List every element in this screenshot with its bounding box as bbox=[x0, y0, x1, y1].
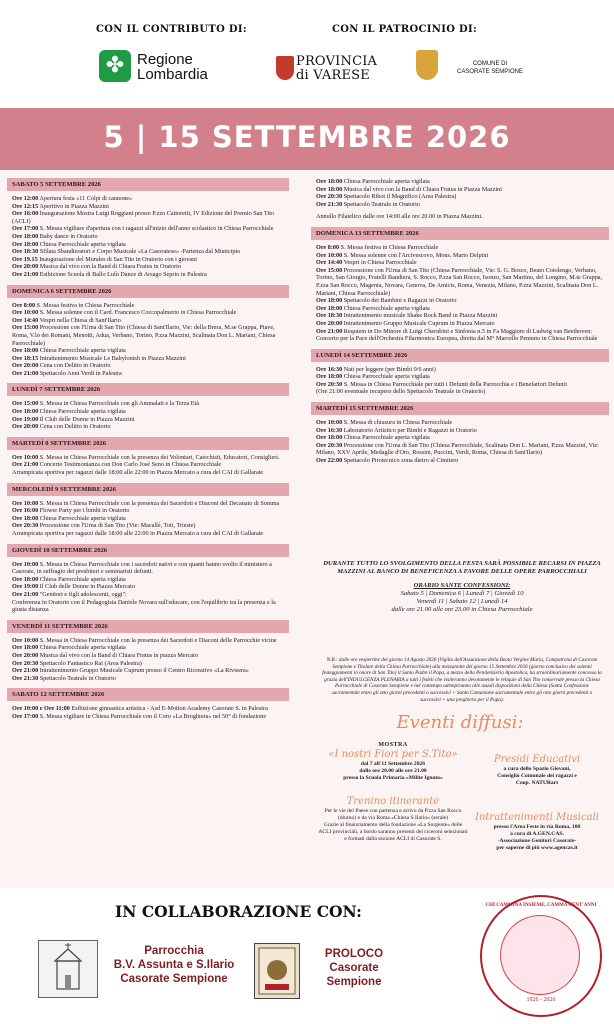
event-desc: Laboratorio Artistico per Bimbi e Ragazzi in Oratorio bbox=[343, 426, 477, 434]
event-time: Ore 18:00 bbox=[12, 408, 39, 416]
indulgenza-note: N.B.: dalle ore vespertine del giorno 14 Agosto 2026 (Vigilia dell'Assunzione della Beata Vergine Maria, Compatrona di Casorate Sempione e Titolare della Chiesa Parrocchiale) alla mezzanotte del giorno 15 Settembre 2026 (giorno conclusivo dei solenni festeggiamenti in onore di San Tito) il Santo Padre il Papa, a mezzo della Penitenzieria Apostolica, ha straordinariamente concesso la grazia dell'INDULGENZA PLENARIA a tutti i fedeli che visiteranno devotamente le reliquie di San Tito conservate presso la Chiesa Parrocchiale di Casorate Sempione e nel contempo adempiranno alle usuali disposizioni della Chiesa (Santa Confessione sacramentale entro gli otto giorni precedenti o successivi + Santa Comunione sacramentale entro gli otto giorni precedenti o successivi + una preghiera per il Papa). bbox=[322, 657, 602, 703]
event-time: Ore 15:00 bbox=[12, 400, 39, 408]
event-desc: Conferenza in Oratorio con il Pedagogista Daniele Novara sull'educare, con l'equilibrio tra la presenza e la giusta distanza bbox=[12, 598, 276, 614]
event-time: Ore 10:00 bbox=[12, 453, 39, 461]
day-section bbox=[7, 620, 289, 683]
event-desc: Inaugurazione Mostra Luigi Roggiani presso P.zzo Cattoretti, IV Edizione del Premio San Tito (ACLI) bbox=[12, 210, 275, 225]
event-row bbox=[7, 347, 289, 355]
event-row bbox=[7, 561, 289, 576]
day-title: SABATO 5 SETTEMBRE 2026 bbox=[7, 178, 289, 191]
event-desc: Flower Party per i bimbi in Oratorio bbox=[39, 507, 130, 515]
event-row bbox=[311, 320, 609, 328]
event-row bbox=[7, 515, 289, 523]
event-time: Ore 18:00 bbox=[316, 297, 343, 305]
day-section bbox=[7, 437, 289, 477]
event-desc: Musica dal vivo con la Band di Chiara Fratus in Oratorio bbox=[39, 263, 181, 271]
event-row bbox=[311, 312, 609, 320]
event-time: Ore 18:15 bbox=[12, 354, 39, 362]
event-time: Ore 18:00 bbox=[316, 373, 343, 381]
event-row bbox=[7, 667, 289, 675]
event-row bbox=[311, 328, 609, 343]
event-row bbox=[7, 362, 289, 370]
event-time: Ore 18:00 bbox=[316, 434, 343, 442]
event-row bbox=[7, 522, 289, 530]
event-time: Ore 21:00 bbox=[12, 667, 39, 675]
event-desc: Inaugurazione del Murales di San Tito in Oratorio con i giovani bbox=[39, 255, 197, 263]
event-time: Ore 10:00 bbox=[316, 419, 343, 427]
event-desc: Esibizione ginnastica artistica - Asd E-Motion Academy Casorate S. in Palestra bbox=[71, 705, 268, 713]
event-row bbox=[7, 637, 289, 645]
annullo-filatelico: Annullo Filatelico dalle ore 14:00 alle ore 20.00 in Piazza Mazzini. bbox=[316, 213, 483, 221]
event-desc: S. Messa vigiliare d'apertura con i ragazzi all'inizio dell'anno scolastico in Chiesa Parrocchiale bbox=[39, 225, 274, 233]
event-desc: S. Messa in Chiesa Parrocchiale con la presenza dei Volontari, Catechisti, Educatori, Consiglieri. bbox=[39, 453, 280, 461]
event-row bbox=[7, 408, 289, 416]
confessioni-line3: dalle ore 21.00 alle ore 23.00 in Chiesa Parrocchiale bbox=[391, 606, 533, 613]
event-desc: Baby dance in Oratorio bbox=[39, 232, 98, 240]
event-desc: "Genitori e figli adolescenti, oggi": bbox=[39, 590, 127, 598]
event-time: Ore 18:00 bbox=[12, 347, 39, 355]
event-time: Ore 16:30 bbox=[316, 365, 343, 373]
day-section bbox=[7, 544, 289, 614]
event-time: Ore 10:00 e Ore 11:00 bbox=[12, 705, 70, 713]
regione-lombardia-logo bbox=[99, 50, 229, 90]
event-time: Ore 18:30 bbox=[12, 248, 39, 256]
presidi-text: a cura dello Spazio Giovani, Consiglio Comunale dei ragazzi e Coop. NATURart bbox=[497, 766, 577, 786]
musicali-text: presso l'Area Feste in via Roma, 100 a cura di A.GEN.CAS. -Associazione Genitori Casorate- per saperne di più www.agencas.it bbox=[493, 824, 581, 851]
event-time: Ore 18:30 bbox=[316, 312, 343, 320]
event-desc: Spettacolo Pirotecnico zona dietro al Cimitero bbox=[343, 457, 459, 465]
event-row bbox=[7, 660, 289, 668]
event-time: Ore 8:00 bbox=[12, 301, 36, 309]
day-title: GIOVEDÌ 10 SETTEMBRE 2026 bbox=[7, 544, 289, 557]
event-desc: S. Messa in Chiesa Parrocchiale con i sacerdoti nativi e con quanti hanno svolto il ministero a Casorate, in suffragio dei presbiteri e seminaristi defunti. bbox=[12, 560, 272, 576]
event-time: Ore 10:00 bbox=[12, 309, 39, 317]
event-row bbox=[7, 355, 289, 363]
event-desc: Spettacolo Anni Verdi in Palestra bbox=[39, 369, 122, 377]
event-desc: Chiesa Parrocchiale aperta vigilata bbox=[39, 347, 126, 355]
day-title: VENERDÌ 11 SETTEMBRE 2026 bbox=[7, 620, 289, 633]
event-row bbox=[7, 225, 289, 233]
event-row bbox=[7, 324, 289, 347]
church-icon bbox=[38, 940, 98, 998]
event-desc: Intrattenimento Gruppo Musicale Cuprum presso il Centro Ricreativo «La Rivisera» bbox=[39, 667, 249, 675]
event-row bbox=[311, 381, 609, 389]
event-row bbox=[7, 461, 289, 469]
mostra-title: «I nostri Fiori per S.Tito» bbox=[328, 749, 458, 760]
trenino-title: Trenino itinerante bbox=[346, 796, 440, 807]
event-row bbox=[311, 193, 609, 201]
event-row bbox=[7, 256, 289, 264]
comune-casorate-logo: COMUNE DI CASORATE SEMPIONE bbox=[457, 61, 523, 75]
event-row bbox=[7, 233, 289, 241]
event-row bbox=[7, 705, 289, 713]
event-row bbox=[7, 248, 289, 256]
event-time: Ore 17:00 bbox=[12, 225, 39, 233]
program-right-column bbox=[311, 178, 609, 471]
event-row bbox=[311, 252, 609, 260]
collaborazione-title: IN COLLABORAZIONE CON: bbox=[115, 902, 362, 921]
event-time: Ore 10:00 bbox=[12, 636, 39, 644]
event-time: Ore 18:00 bbox=[316, 304, 343, 312]
event-row bbox=[7, 370, 289, 378]
event-desc: S. Messa solenne con il Card. Francesco Coccopalmerio in Chiesa Parrocchiale bbox=[39, 309, 237, 317]
event-time: Ore 20:30 bbox=[12, 522, 39, 530]
event-row bbox=[311, 201, 609, 209]
seal-madonna-icon bbox=[500, 915, 580, 995]
event-desc: Processione con l'Urna di San Tito (Chiesa Parrocchiale, Vie: S. G. Bosco, Beato Cotolengo, Verbano, Torino, San Giorgio, Fratelli Bandiera, S. Rocco, P.zza San Rocco, Isonzo, San Martino, del Longino, M.te Grappa, P.zza San Rocco, Magenta, Novara, Genova, De Amicis, Roma, Venezia, Milano, P.zza Mazzini, Scalinata Don L. Mariani, Chiesa Parrocchiale) bbox=[316, 266, 603, 297]
event-desc: Il Club delle Donne in Piazza Mercato bbox=[39, 583, 135, 591]
regione-logo-text: Regione Lombardia bbox=[137, 51, 208, 83]
event-desc: Chiesa Parrocchiale aperta vigilata bbox=[343, 373, 430, 381]
event-time: Ore 14:40 bbox=[316, 259, 343, 267]
event-time: Ore 18:00 bbox=[12, 232, 39, 240]
event-time: Ore 21:00 bbox=[12, 461, 39, 469]
event-time: Ore 20:00 bbox=[12, 423, 39, 431]
day-title: DOMENICA 13 SETTEMBRE 2026 bbox=[311, 227, 609, 240]
event-time: Ore 8:00 bbox=[316, 243, 340, 251]
event-desc: Spettacolo Ribot il Magnifico (Area Palestra) bbox=[343, 193, 457, 201]
proloco-label: PROLOCO Casorate Sempione bbox=[324, 948, 384, 988]
day-section bbox=[7, 483, 289, 538]
event-desc: Intrattenimento musicale Shake Rock Band in Piazza Mazzini bbox=[343, 312, 498, 320]
event-desc: Chiesa Parrocchiale aperta vigilata bbox=[343, 434, 430, 442]
event-desc: S. Messa in Chiesa Parrocchiale con la presenza dei Sacerdoti e Diaconi delle Parrocchie vicine bbox=[39, 636, 277, 644]
seal-years: 1926 - 2026 bbox=[526, 997, 556, 1003]
patrocinio-label: CON IL PATROCINIO DI: bbox=[332, 24, 477, 35]
event-desc: Cena con Delitto in Oratorio bbox=[39, 423, 111, 431]
event-row bbox=[311, 244, 609, 252]
event-desc: Chiesa Parrocchiale aperta vigilata bbox=[39, 240, 126, 248]
event-row bbox=[7, 469, 289, 477]
seal-motto: CHI CAMMINA INSIEME, CAMMA CENT'ANNI bbox=[485, 903, 597, 908]
event-row bbox=[311, 373, 609, 381]
event-desc: Processione con l'Urna di San Tito (Chiesa di Sant'Ilario, Vie: della Brera, M.se Grappa, Piave, Roma, V.lo dei Romani, Menotti, Adua, Verbano, Torino, P.zza Mazzini, Scalinata Don L. Mariani, Chiesa Parrocchiale) bbox=[12, 324, 276, 347]
event-desc: Processione con l'Urna di San Tito (Vie: Macallè, Toti, Trieste) bbox=[39, 522, 196, 530]
confessioni-title: ORARIO SANTE CONFESSIONI: bbox=[413, 582, 511, 589]
event-time: Ore 12:15 bbox=[12, 202, 39, 210]
event-desc: Concerto Testimonianza con Don Carlo José Seno in Chiesa Parrocchiale bbox=[39, 461, 222, 469]
event-time: Ore 14:40 bbox=[12, 316, 39, 324]
event-time: Ore 17:00 bbox=[12, 712, 39, 720]
event-desc: Aperitivo in Piazza Mazzini bbox=[39, 202, 109, 210]
event-time: Ore 20:30 bbox=[12, 659, 39, 667]
event-time: Ore 18:00 bbox=[12, 575, 39, 583]
event-desc: Processione con l'Urna di San Tito (Chiesa Parrocchiale, Scalinata Don L. Mariani, P.zza Mazzini, Vie: Milano, XXV Aprile, Medaglie d'Oro, Rossini, Puccini, Verdi, Roma, Chiesa di Sant'Ilario) bbox=[316, 441, 599, 457]
event-time: Ore 20:00 bbox=[316, 319, 343, 327]
event-desc: Spettacolo Teatrale in Oratorio bbox=[39, 674, 116, 682]
event-row bbox=[7, 500, 289, 508]
event-time: Ore 20:30 bbox=[316, 380, 343, 388]
centenary-seal bbox=[480, 895, 602, 1017]
day-title: LUNEDÌ 7 SETTEMBRE 2026 bbox=[7, 383, 289, 396]
event-time: Ore 18:00 bbox=[316, 185, 343, 193]
day-title: DOMENICA 6 SETTEMBRE 2026 bbox=[7, 285, 289, 298]
event-row bbox=[7, 416, 289, 424]
event-row bbox=[311, 442, 609, 457]
varese-crest-icon bbox=[276, 56, 294, 80]
event-time: Ore 10:00 bbox=[12, 560, 39, 568]
event-row bbox=[311, 297, 609, 305]
musicali-title: Intrattenimenti Musicali bbox=[475, 812, 599, 823]
event-time: Ore 16:30 bbox=[316, 426, 343, 434]
day-section bbox=[7, 285, 289, 378]
event-desc: Vespri nella Chiesa di Sant'Ilario bbox=[39, 316, 121, 324]
event-row bbox=[311, 186, 609, 194]
event-row bbox=[7, 203, 289, 211]
event-desc: Chiesa Parrocchiale aperta vigilata bbox=[39, 408, 126, 416]
event-row bbox=[311, 366, 609, 374]
event-time: Ore 18:00 bbox=[12, 644, 39, 652]
event-row bbox=[7, 576, 289, 584]
event-desc: Chiesa Parrocchiale aperta vigilata bbox=[39, 575, 126, 583]
event-time: Ore 10:00 bbox=[12, 499, 39, 507]
event-row bbox=[311, 427, 609, 435]
event-time: Ore 22:00 bbox=[316, 457, 343, 465]
event-row bbox=[7, 713, 289, 721]
event-row bbox=[311, 434, 609, 442]
mostra-block bbox=[318, 742, 468, 782]
presidi-title: Presidi Educativi bbox=[493, 754, 581, 765]
event-time: Ore 21:00 bbox=[316, 327, 343, 335]
event-row bbox=[7, 241, 289, 249]
event-desc: Il Club delle Donne in Piazza Mazzini bbox=[39, 415, 135, 423]
event-time: Ore 20:00 bbox=[12, 651, 39, 659]
casorate-crest-icon bbox=[416, 50, 438, 80]
day-section bbox=[7, 178, 289, 279]
event-row bbox=[7, 400, 289, 408]
event-row bbox=[7, 271, 289, 279]
event-desc: Musica dal vivo con la Band di Chiara Fratus in Piazza Mazzini bbox=[343, 185, 502, 193]
event-desc: Requiem in Do Minore di Luigi Cherubini e Sinfonia n.5 in Fa Maggiore di Ludwig van Beethoven: Concerto per la Pace dell'Orchestra Filarmonica Europea, diretta dal M° Marcello Pennuto in Chiesa Parrocchiale bbox=[316, 327, 598, 343]
event-time: Ore 21:30 bbox=[316, 200, 343, 208]
event-row bbox=[7, 675, 289, 683]
event-desc: S. Messa di chiusura in Chiesa Parrocchiale bbox=[343, 419, 453, 427]
event-time: Ore 20:00 bbox=[12, 362, 39, 370]
confessioni-box bbox=[322, 560, 602, 614]
event-desc: Spettacolo Teatrale in Oratorio bbox=[343, 200, 420, 208]
event-desc: Sfilata Sbandieratori e Corpo Musicale «La Casoratese» -Partenza dal Municipio bbox=[39, 248, 241, 256]
event-desc: S. Messa in Chiesa Parrocchiale con la presenza dei Sacerdoti e Diaconi del Decanato di Somma bbox=[39, 499, 280, 507]
event-desc: Spettacolo dei Bambini e Ragazzi in Oratorio bbox=[343, 297, 457, 305]
event-desc: S. Messa solenne con l'Arcivescovo, Mons. Mario Delpini bbox=[343, 251, 489, 259]
event-row bbox=[7, 302, 289, 310]
parrocchia-label: Parrocchia B.V. Assunta e S.Ilario Casorate Sempione bbox=[113, 945, 235, 985]
event-row bbox=[7, 591, 289, 599]
event-time: Ore 21:00 bbox=[12, 369, 39, 377]
event-time: Ore 20:00 bbox=[12, 263, 39, 271]
event-time: Ore 18:00 bbox=[316, 178, 343, 185]
program-left-column bbox=[7, 178, 289, 727]
sponsor-header bbox=[0, 0, 614, 108]
event-desc: S. Messa festiva in Chiesa Parrocchiale bbox=[340, 243, 439, 251]
day-title: MARTEDÌ 8 SETTEMBRE 2026 bbox=[7, 437, 289, 450]
event-time: Ore 21:30 bbox=[12, 674, 39, 682]
day-title: SABATO 12 SETTEMBRE 2026 bbox=[7, 688, 289, 701]
proloco-logo-icon bbox=[254, 943, 300, 999]
day-section bbox=[311, 349, 609, 396]
day-section bbox=[7, 383, 289, 430]
event-time: Ore 20:30 bbox=[316, 441, 343, 449]
event-row bbox=[7, 644, 289, 652]
event-desc: (Ore 21:00 eventuale recupero dello Spettacolo Teatrale in Oratorio) bbox=[316, 388, 486, 396]
event-time: Ore 15:00 bbox=[12, 324, 39, 332]
event-time: Ore 18:00 bbox=[12, 240, 39, 248]
event-time: Ore 19.15 bbox=[12, 255, 38, 263]
mostra-label: MOSTRA bbox=[378, 742, 408, 748]
provincia-varese-logo: PROVINCIA di VARESE bbox=[296, 54, 378, 83]
event-time: Ore 16:00 bbox=[12, 507, 39, 515]
saturday-continued-events bbox=[311, 178, 609, 208]
event-time: Ore 21:00 bbox=[12, 590, 39, 598]
event-desc: Chiesa Parrocchiale aperta vigilata bbox=[39, 644, 126, 652]
mostra-text: dal 7 all'11 Settembre 2026 dalle ore 20.00 alle ore 21.00 presso la Scuola Primaria «Milite Ignoto» bbox=[343, 761, 443, 781]
event-row bbox=[7, 530, 289, 538]
event-desc: Arrampicata sportiva per ragazzi dalle 18:00 alle 22:00 in Piazza Mercato a cura del CAI di Gallarate bbox=[12, 530, 264, 537]
event-desc: Cena con Delitto in Oratorio bbox=[39, 362, 111, 370]
event-row bbox=[311, 388, 609, 396]
day-section bbox=[311, 227, 609, 343]
event-desc: Esibizione Scuola di Ballo Lulù Dance di Arsago Seprio in Palestra bbox=[39, 270, 207, 278]
event-desc: Spettacolo Fantastico Rai (Area Palestra) bbox=[39, 659, 142, 667]
event-desc: Intrattenimento Musicale Le Babylonish in Piazza Mazzini bbox=[39, 354, 186, 362]
title-banner bbox=[0, 108, 614, 170]
day-section bbox=[311, 402, 609, 465]
day-section bbox=[7, 688, 289, 720]
event-time: Ore 16:00 bbox=[12, 210, 39, 218]
event-desc: Vespri in Chiesa Parrocchiale bbox=[343, 259, 417, 267]
event-row bbox=[311, 419, 609, 427]
day-title: LUNEDÌ 14 SETTEMBRE 2026 bbox=[311, 349, 609, 362]
beneficenza-note: DURANTE TUTTO LO SVOLGIMENTO DELLA FESTA SARÀ POSSIBILE RECARSI IN PIAZZA MAZZINI AL BANCO DI BENEFICENZA A FAVORE DELLE OPERE PARROCCHIALI bbox=[323, 560, 601, 575]
event-row bbox=[7, 263, 289, 271]
event-row bbox=[311, 259, 609, 267]
event-time: Ore 21:00 bbox=[12, 270, 39, 278]
event-row bbox=[7, 652, 289, 660]
lombardia-rose-icon: ✤ bbox=[99, 50, 131, 82]
page-title: 5 | 15 SETTEMBRE 2026 bbox=[103, 120, 511, 154]
event-desc: Chiesa Parrocchiale aperta vigilata bbox=[39, 514, 126, 522]
event-row bbox=[7, 423, 289, 431]
contributo-label: CON IL CONTRIBUTO DI: bbox=[96, 24, 247, 35]
event-row bbox=[7, 583, 289, 591]
event-time: Ore 12:00 bbox=[12, 195, 39, 202]
event-time: Ore 19:00 bbox=[12, 415, 39, 423]
event-desc: S. Messa festiva in Chiesa Parrocchiale bbox=[36, 301, 135, 309]
event-time: Ore 19:00 bbox=[12, 583, 39, 591]
event-desc: S. Messa vigiliare in Chiesa Parrocchiale con il Coro «La Broghiera» nel 50° di fondazione bbox=[39, 712, 267, 720]
event-row bbox=[7, 507, 289, 515]
day-title: MARTEDÌ 15 SETTEMBRE 2026 bbox=[311, 402, 609, 415]
trenino-text: Per le vie del Paese con partenza e arrivo da P.zza San Rocco (diurno) e da via Roma «Chiesa S.Ilario» (serale) Grazie al finanziamento della fondazione «La Sorgente» delle ACLI provinciali, a bordo saranno presenti dei ciceroni selezionati e formati dalla sezione ACLI di Casorate S. bbox=[318, 808, 468, 842]
event-desc: S. Messa in Chiesa Parrocchiale con gli Ammalati e la Terza Età bbox=[39, 400, 199, 408]
event-time: Ore 10:00 bbox=[316, 251, 343, 259]
event-time: Ore 15:00 bbox=[316, 266, 343, 274]
event-row bbox=[7, 210, 289, 225]
event-desc: Chiesa Parrocchiale aperta vigilata bbox=[343, 304, 430, 312]
event-row bbox=[311, 457, 609, 465]
event-desc: Apertura festa «11 Colpi di cannone» bbox=[39, 195, 133, 202]
event-row bbox=[7, 195, 289, 203]
event-desc: Musica dal vivo con la Band di Chiara Fratus in piazza Mercato bbox=[39, 651, 198, 659]
event-desc: Chiesa Parrocchiale aperta vigilata bbox=[343, 178, 430, 185]
event-row bbox=[7, 454, 289, 462]
right-days bbox=[311, 227, 609, 465]
event-row bbox=[311, 267, 609, 297]
event-row bbox=[7, 599, 289, 614]
event-row bbox=[7, 309, 289, 317]
presidi-block bbox=[472, 754, 602, 787]
trenino-block bbox=[318, 796, 468, 843]
event-row bbox=[311, 178, 609, 186]
eventi-diffusi-title: Eventi diffusi: bbox=[396, 712, 524, 733]
event-time: Ore 18:00 bbox=[12, 514, 39, 522]
event-time: Ore 20:30 bbox=[316, 193, 343, 201]
event-row bbox=[311, 305, 609, 313]
event-desc: S. Messa in Chiesa Parrocchiale per tutti i Defunti della Parrocchia e i Benefattori Defunti bbox=[343, 380, 567, 388]
musicali-block bbox=[472, 812, 602, 852]
event-desc: Intrattenimento Gruppo Musicale Cuprum in Piazza Mercato bbox=[343, 319, 495, 327]
confessioni-line1: Sabato 5 | Domenica 6 | Lunedì 7 | Giovedì 10 bbox=[400, 590, 524, 597]
event-row bbox=[7, 317, 289, 325]
confessioni-line2: Venerdì 11 | Sabato 12 | Lunedì 14 bbox=[416, 598, 508, 605]
event-desc: Nati per leggere (per Bimbi 0/6 anni) bbox=[343, 365, 436, 373]
day-title: MERCOLEDÌ 9 SETTEMBRE 2026 bbox=[7, 483, 289, 496]
event-desc: Arrampicata sportiva per ragazzi dalle 18:00 alle 22:00 in Piazza Mercato a cura del CAI di Gallarate bbox=[12, 469, 264, 477]
